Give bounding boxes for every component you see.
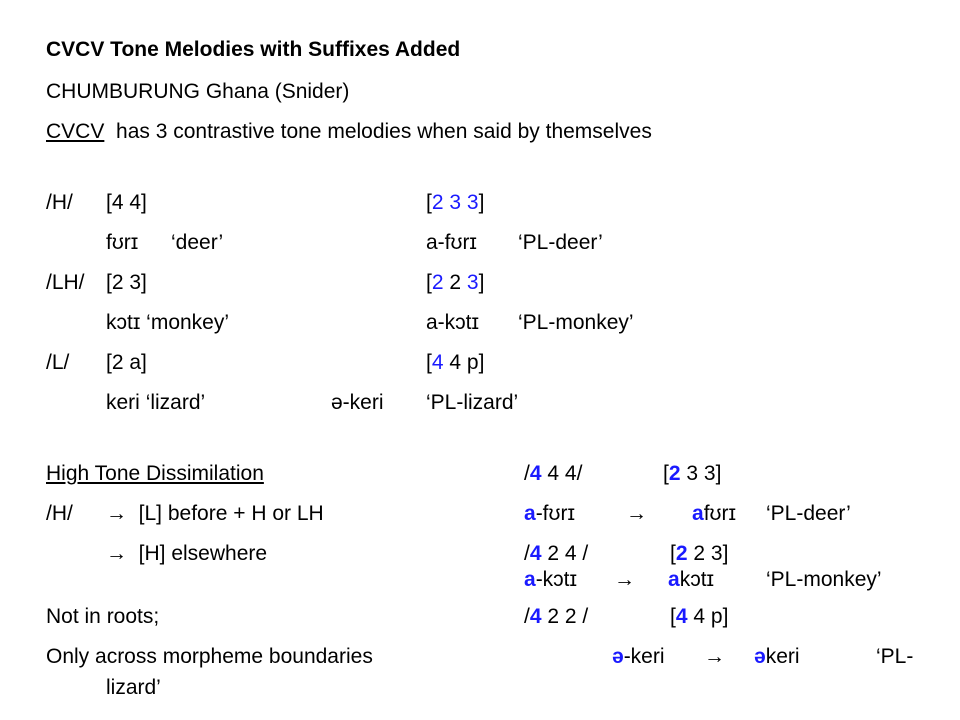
l-plural-gloss: ‘PL-lizard’ [426,391,519,414]
htd-row3-underlying: /4 2 4 / [524,542,589,565]
htd-row4-input: a-kɔtɪ [524,568,577,591]
intro-term: CVCV [46,120,105,143]
l-label: /L/ [46,351,70,374]
arrow-icon: → [614,568,635,591]
htd-row6-input: ə-keri [612,645,665,668]
source-line: CHUMBURUNG Ghana (Snider) [46,80,350,103]
l-tone-root: [2 a] [106,351,147,374]
htd-row3-rule: → [H] elsewhere [106,542,268,565]
htd-row2-output: afʊrɪ [692,502,736,525]
intro-text: has 3 contrastive tone melodies when said by themselves [116,120,652,143]
l-root-word: keri ‘lizard’ [106,391,206,414]
arrow-icon: → [106,502,127,525]
lh-label: /LH/ [46,271,85,294]
h-root-word: fʊrɪ [106,231,139,254]
arrow-icon: → [704,645,725,668]
htd-row1-surface: [2 3 3] [663,462,722,485]
lh-tone-root: [2 3] [106,271,147,294]
h-plural-word: a-fʊrɪ [426,231,477,254]
arrow-icon: → [626,502,647,525]
lh-root-word: kɔtɪ ‘monkey’ [106,311,230,334]
htd-row2-label: /H/ [46,502,73,525]
h-tone-root: [4 4] [106,191,147,214]
htd-row3-surface: [2 2 3] [670,542,729,565]
lh-plural-gloss: ‘PL-monkey’ [518,311,634,334]
htd-row5-note: Not in roots; [46,605,160,628]
arrow-icon: → [106,542,127,565]
h-label: /H/ [46,191,73,214]
htd-row6-gloss: ‘PL- [876,645,914,668]
htd-row1-underlying: /4 4 4/ [524,462,583,485]
intro-line [46,120,652,144]
htd-row5-underlying: /4 2 2 / [524,605,589,628]
htd-row2-input: a-fʊrɪ [524,502,575,525]
htd-row4-gloss: ‘PL-monkey’ [766,568,882,591]
htd-row6-note: Only across morpheme boundaries [46,645,373,668]
h-plural-gloss: ‘PL-deer’ [518,231,603,254]
htd-row6-output: əkeri [754,645,800,668]
htd-row6-note-cont: lizard’ [106,676,161,699]
l-plural-word: ə-keri [331,391,384,414]
lh-tone-plural: [2 2 3] [426,271,485,294]
htd-heading: High Tone Dissimilation [46,462,264,485]
h-tone-plural: [2 3 3] [426,191,485,214]
htd-row2-gloss: ‘PL-deer’ [766,502,851,525]
h-root-gloss: ‘deer’ [171,231,224,254]
htd-row5-surface: [4 4 p] [670,605,729,628]
l-tone-plural: [4 4 p] [426,351,485,374]
htd-row2-rule: → [L] before + H or LH [106,502,324,525]
page-title: CVCV Tone Melodies with Suffixes Added [46,38,461,61]
htd-row4-output: akɔtɪ [668,568,714,591]
lh-plural-word: a-kɔtɪ [426,311,479,334]
